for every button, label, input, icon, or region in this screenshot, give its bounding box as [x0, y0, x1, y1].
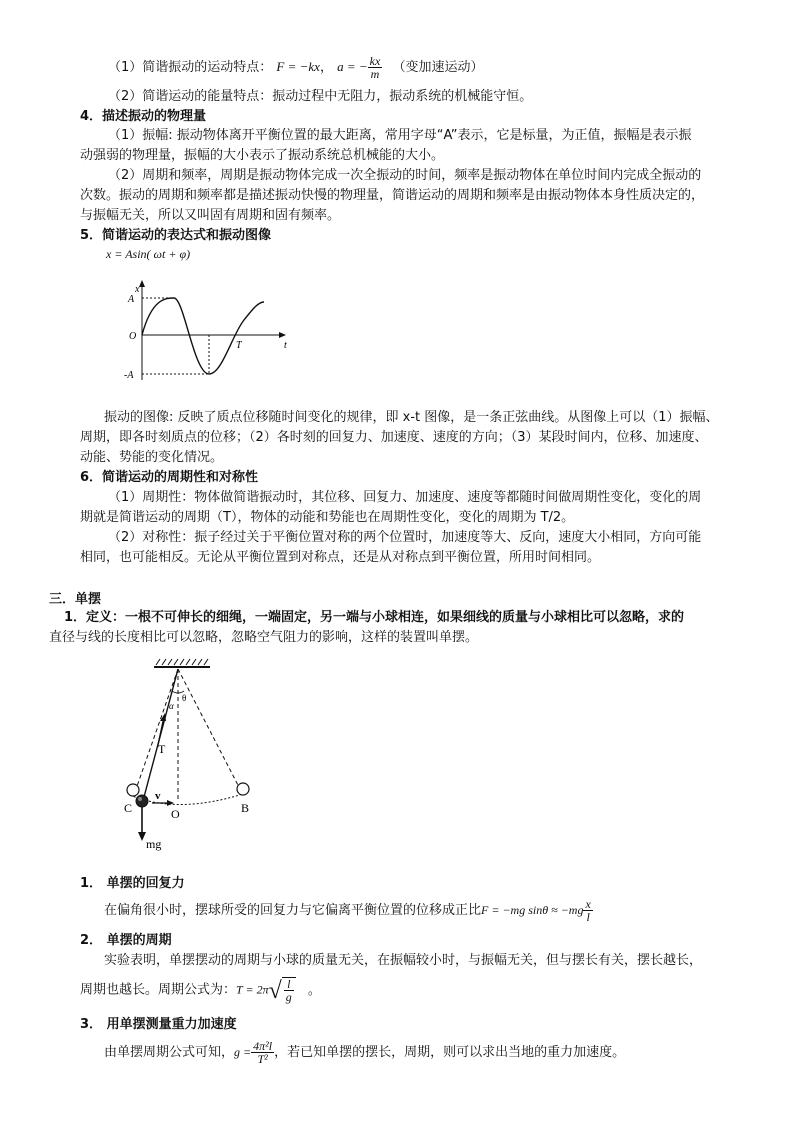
y-axis-arrow [139, 280, 145, 287]
gravity-arrowhead [138, 832, 146, 841]
ball-C [127, 784, 139, 796]
shm-expression: x = Asin( ωt + φ) [106, 247, 191, 261]
tension-arrow [158, 717, 164, 745]
label-tension: T [158, 742, 166, 756]
sine-curve [142, 298, 264, 374]
label-v: v [155, 790, 161, 802]
g-formula: g = [234, 1045, 252, 1059]
para-amplitude-l2: 动强弱的物理量，振幅的大小表示了振动系统总机械能的大小。 [80, 148, 445, 163]
definition-text: 1．定义：一根不可伸长的细绳，一端固定，另一端与小球相连，如果细线的质量与小球相比可以忽略，求的 [64, 610, 685, 625]
definition-l2: 直径与线的长度相比可以忽略，忽略空气阻力的影响，这样的装置叫单摆。 [49, 630, 479, 645]
measure-g-text [104, 1040, 625, 1065]
label-alpha: α [169, 701, 174, 711]
section-heading-6: 6．简谐运动的周期性和对称性 [80, 470, 259, 485]
period-text-l1: 实验表明，单摆摆动的周期与小球的质量无关，在振幅较小时，与振幅无关，但与摆长有关，摆长越长， [104, 953, 703, 968]
y-axis-label: x [135, 284, 140, 295]
fraction-kx-m: $\frac{kx}{m}$ [369, 54, 381, 81]
restoring-force-text [104, 898, 593, 923]
sub-heading-restoring-force: 1． 单摆的回复力 [80, 876, 185, 891]
fraction-x-l: $\frac{x}{l}$ [585, 897, 591, 924]
symmetry-l2: 相同，也可能相反。无论从平衡位置到对称点，还是从对称点到平衡位置，所用时间相同。 [80, 550, 601, 565]
pendulum-figure [100, 655, 270, 855]
measure-g-desc-b: ，若已知单摆的摆长，周期，则可以求出当地的重力加速度。 [274, 1045, 626, 1060]
restoring-force-desc: 在偏角很小时，摆球所受的回复力与它偏离平衡位置的位移成正比 [104, 903, 482, 918]
label-B: B [241, 801, 250, 815]
formula-accel: a = − [337, 59, 368, 74]
string-left [135, 669, 178, 792]
chapter-heading-pendulum: 三．单摆 [49, 592, 102, 607]
section-heading-4: 4．描述振动的物理量 [80, 109, 207, 124]
formula-force: F = −kx [276, 59, 320, 74]
ball-current [136, 795, 148, 807]
label-A: A [128, 294, 135, 305]
note: （变加速运动） [392, 60, 484, 75]
ceiling-hatch [156, 659, 208, 665]
sub-heading-period: 2． 单摆的周期 [80, 933, 172, 948]
restoring-force-formula: F = −mg sinθ ≈ −mg [481, 903, 584, 917]
string-right [178, 669, 241, 791]
shm-energy-feature: （2）简谐运动的能量特点：振动过程中无阻力，振动系统的机械能守恒。 [108, 89, 533, 104]
label-O: O [129, 331, 137, 342]
label-C: C [124, 801, 133, 815]
ball-highlight [138, 797, 142, 801]
sub-heading-measure-g: 3． 用单摆测量重力加速度 [80, 1017, 237, 1032]
label-T: T [236, 340, 242, 351]
sqrt-l-over-g: √ $\frac{l}{g}$ [269, 977, 296, 1003]
label-theta: θ [182, 693, 187, 703]
label-mg: mg [146, 837, 162, 851]
section-heading-5: 5．简谐运动的表达式和振动图像 [80, 228, 272, 243]
measure-g-desc-a: 由单摆周期公式可知， [104, 1045, 235, 1060]
definition-l1 [64, 608, 684, 628]
para-period-l3: 与振幅无关，所以又叫固有周期和固有频率。 [80, 208, 341, 223]
symmetry-l1: （2）对称性：振子经过关于平衡位置对称的两个位置时，加速度等大、反向，速度大小相同，方向可能 [108, 530, 702, 545]
graph-desc-l2: 周期，即各时刻质点的位移；（2）各时刻的回复力、加速度、速度的方向；（3）某段时间内，位移、加速度、 [80, 430, 708, 445]
x-axis-label: t [284, 340, 287, 351]
period-text-l2 [80, 977, 321, 1003]
label-negA: -A [124, 370, 134, 381]
period-desc: 周期也越长。周期公式为： [80, 982, 237, 998]
fraction-4pi2l-T2: $\frac{\text{4π²l}}{\text{T²}}$ [253, 1039, 273, 1066]
ball-B [237, 783, 249, 795]
label: （1）简谐振动的运动特点： [108, 60, 273, 75]
periodicity-l2: 期就是简谐运动的周期（T），物体的动能和势能也在周期性变化，变化的周期为 T/2。 [80, 510, 575, 525]
vibration-graph [120, 268, 300, 388]
para-period-l2: 次数。振动的周期和频率都是描述振动快慢的物理量，简谐运动的周期和频率是由振动物体本身性质决定的， [80, 188, 705, 203]
graph-desc-l3: 动能、势能的变化情况。 [80, 450, 224, 465]
periodicity-l1: （1）周期性：物体做简谐振动时，其位移、回复力、加速度、速度等都随时间做周期性变化，变化的周 [108, 490, 702, 505]
period-formula: T = 2π [236, 982, 269, 997]
graph-desc-l1: 振动的图像: 反映了质点位移随时间变化的规律，即 x-t 图像，是一条正弦曲线。从图像上可以（1）振幅、 [104, 410, 719, 425]
x-axis-arrow [279, 332, 286, 338]
period-end: 。 [307, 982, 321, 998]
para-amplitude-l1: （1）振幅: 振动物体离开平衡位置的最大距离，常用字母“A”表示，它是标量，为正值，振幅是表示振 [108, 128, 692, 143]
label-O: O [171, 807, 180, 821]
para-period-l1: （2）周期和频率，周期是振动物体完成一次全振动的时间，频率是振动物体在单位时间内完成全振动的 [108, 168, 702, 183]
velocity-arrowhead [167, 800, 174, 806]
shm-motion-feature: （1）简谐振动的运动特点： F = −kx， a = − $\frac{kx}{m}$ （变加速运动） [108, 54, 484, 81]
